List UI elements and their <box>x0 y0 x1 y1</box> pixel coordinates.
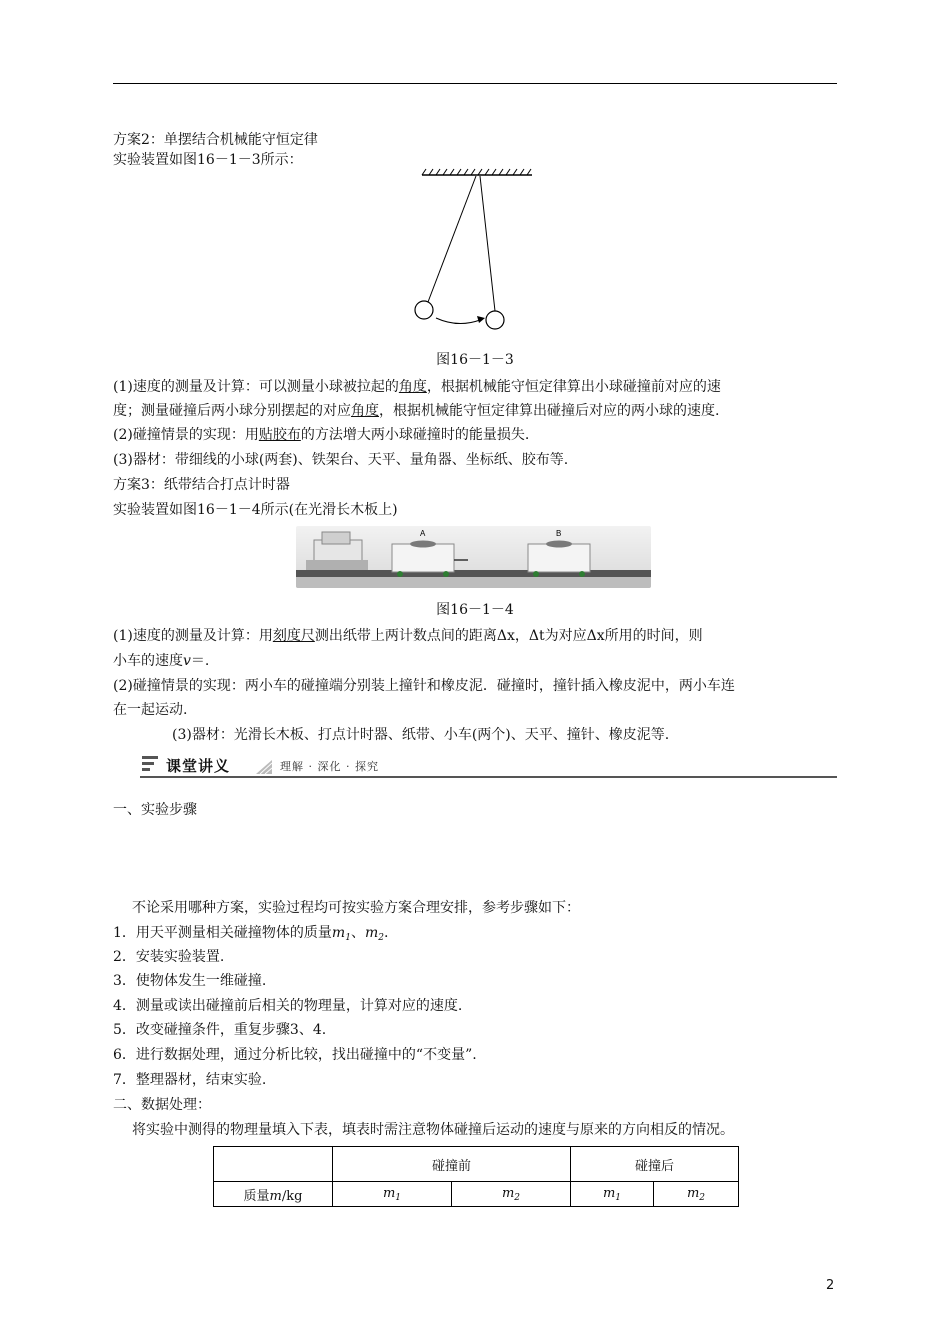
underlined-term: 角度 <box>398 379 427 395</box>
table-header-before: 碰撞前 <box>333 1147 571 1182</box>
underlined-term: 角度 <box>351 403 379 419</box>
figure-16-1-4-caption: 图16－1－4 <box>436 602 514 618</box>
underlined-term: 贴胶布 <box>258 427 301 443</box>
data-heading: 二、数据处理： <box>113 1097 211 1113</box>
step-4: 4．测量或读出碰撞前后相关的物理量，计算对应的速度. <box>113 998 463 1014</box>
scheme2-para1-line2: 度；测量碰撞后两小球分别摆起的对应角度，根据机械能守恒定律算出碰撞后对应的两小球的速度. <box>113 403 720 419</box>
table-cell: $m_1$ <box>571 1182 654 1207</box>
scheme3-para3: (3)器材：光滑长木板、打点计时器、纸带、小车(两个)、天平、撞针、橡皮泥等. <box>172 727 670 743</box>
cart-a-label: A <box>420 529 426 538</box>
scheme2-title: 方案2：单摆结合机械能守恒定律 <box>113 132 318 148</box>
cart-collision-drawing <box>296 526 651 588</box>
scheme2-intro: 实验装置如图16－1－3所示： <box>113 152 303 168</box>
step-5: 5．改变碰撞条件，重复步骤3、4. <box>113 1022 327 1038</box>
banner-rule <box>140 776 837 778</box>
step-1: 1．用天平测量相关碰撞物体的质量$m_1$、$m_2$. <box>113 925 389 943</box>
scheme3-para1-line2: 小车的速度v＝. <box>113 653 210 669</box>
figure-16-1-3-caption: 图16－1－3 <box>436 352 514 368</box>
step-3: 3．使物体发生一维碰撞. <box>113 973 267 989</box>
scheme3-para2-line1: (2)碰撞情景的实现：两小车的碰撞端分别装上撞针和橡皮泥．碰撞时，撞针插入橡皮泥中，两小车连 <box>113 678 735 694</box>
step-6: 6．进行数据处理，通过分析比较，找出碰撞中的“不变量”. <box>113 1047 477 1063</box>
cart-collision-photo <box>296 526 651 588</box>
banner-subtitle: 理解 · 深化 · 探究 <box>280 760 379 773</box>
data-intro: 将实验中测得的物理量填入下表，填表时需注意物体碰撞后运动的速度与原来的方向相反的情况。 <box>132 1122 734 1138</box>
table-cell: $m_1$ <box>333 1182 452 1207</box>
scheme2-para1-line1: (1)速度的测量及计算：可以测量小球被拉起的角度，根据机械能守恒定律算出小球碰撞前对应的速 <box>113 379 721 395</box>
hatched-triangle-icon <box>256 760 272 774</box>
page-number: 2 <box>826 1278 835 1293</box>
table-cell: $m_2$ <box>654 1182 739 1207</box>
scheme2-para3: (3)器材：带细线的小球(两套)、铁架台、天平、量角器、坐标纸、胶布等. <box>113 452 569 468</box>
step-7: 7．整理器材，结束实验. <box>113 1072 267 1088</box>
cart-b-label: B <box>556 529 562 538</box>
table-header-after: 碰撞后 <box>571 1147 739 1182</box>
table-corner-cell <box>214 1147 333 1182</box>
velocity-symbol: v <box>183 653 191 669</box>
scheme3-intro: 实验装置如图16－1－4所示(在光滑长木板上) <box>113 502 398 518</box>
scheme3-para1-line1: (1)速度的测量及计算：用刻度尺测出纸带上两计数点间的距离Δx，Δt为对应Δx所用的时间，则 <box>113 628 703 644</box>
table-row-label: 质量m/kg <box>214 1182 333 1207</box>
steps-intro: 不论采用哪种方案，实验过程均可按实验方案合理安排，参考步骤如下： <box>132 900 580 916</box>
table-cell: $m_2$ <box>452 1182 571 1207</box>
data-table <box>213 1146 739 1207</box>
scheme3-title: 方案3：纸带结合打点计时器 <box>113 477 290 493</box>
step-2: 2．安装实验装置. <box>113 949 225 965</box>
steps-heading: 一、实验步骤 <box>113 802 197 818</box>
list-lines-icon <box>142 756 160 772</box>
banner-title: 课堂讲义 <box>166 757 231 775</box>
scheme3-para2-line2: 在一起运动. <box>113 702 188 718</box>
pendulum-figure <box>400 168 540 338</box>
header-rule <box>113 83 837 84</box>
underlined-term: 刻度尺 <box>272 628 315 644</box>
scheme2-para2: (2)碰撞情景的实现：用贴胶布的方法增大两小球碰撞时的能量损失. <box>113 427 530 443</box>
section-banner <box>140 752 837 778</box>
